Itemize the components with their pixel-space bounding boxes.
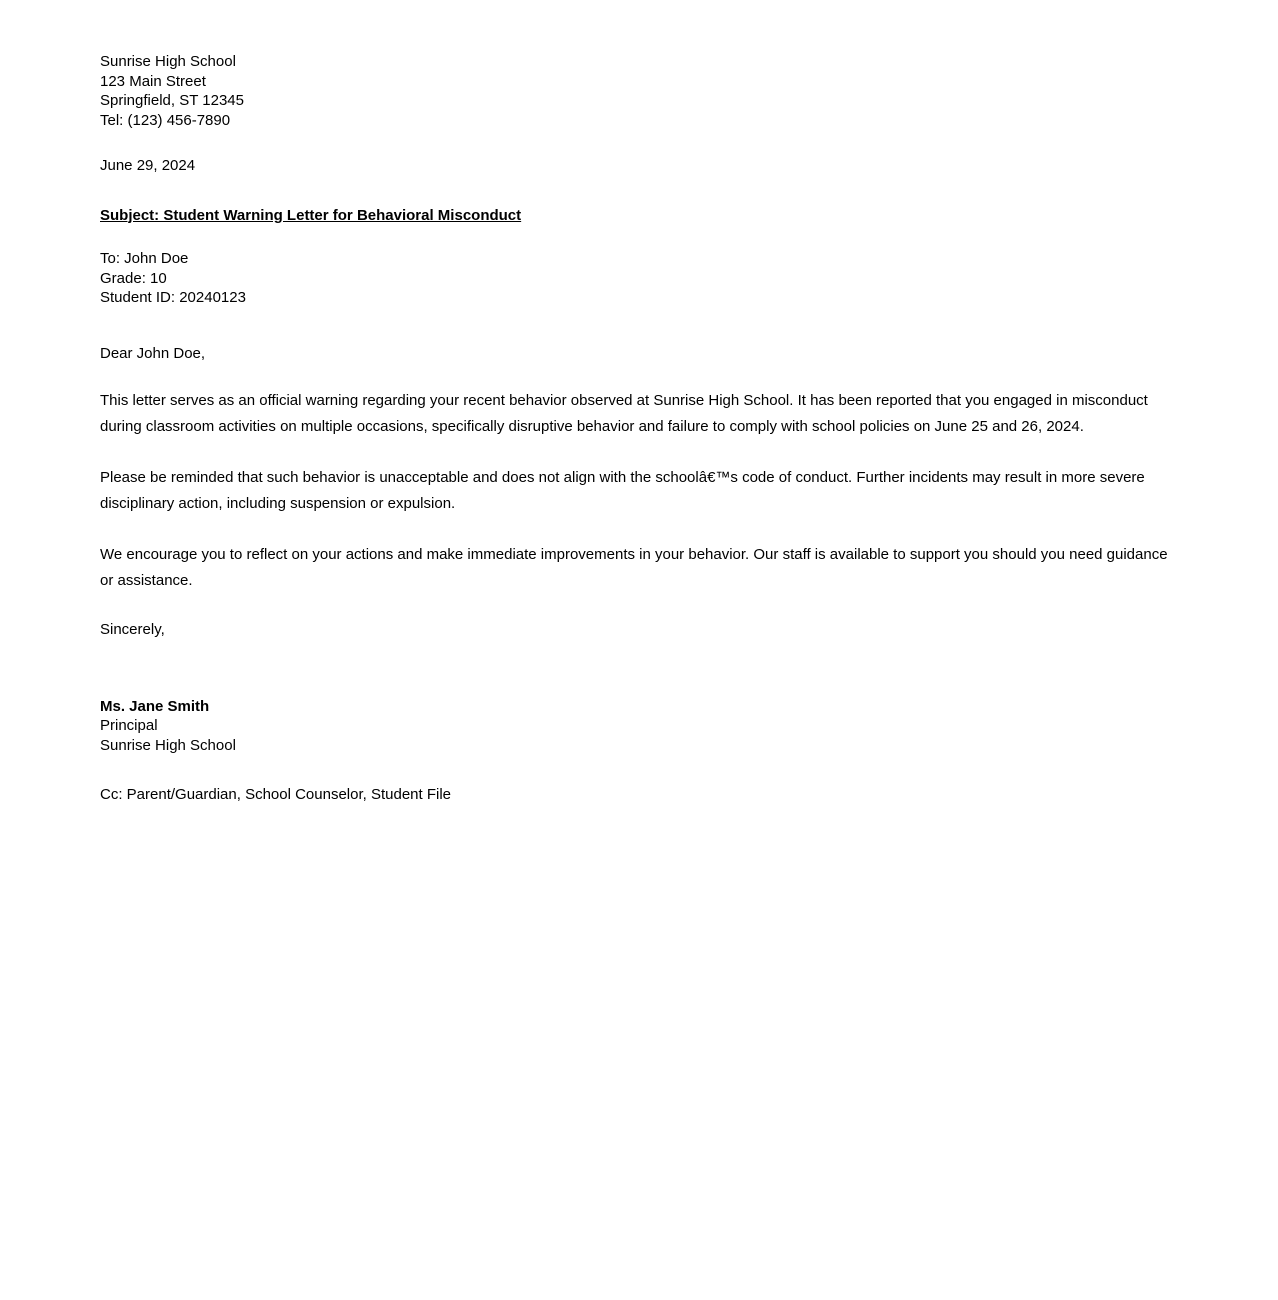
recipient-block (100, 249, 1168, 308)
letterhead-organization: Sunrise High School (100, 53, 236, 70)
cc-line: Cc: Parent/Guardian, School Counselor, Student File (100, 786, 452, 803)
salutation: Dear John Doe, (100, 344, 206, 362)
subject-line: Subject: Student Warning Letter for Behavioral Misconduct (100, 206, 522, 224)
letterhead (100, 52, 1168, 130)
letter-date: June 29, 2024 (100, 157, 196, 174)
recipient-student-id: Student ID: 20240123 (100, 289, 246, 306)
signature-block (100, 697, 1168, 756)
recipient-grade: Grade: 10 (100, 269, 167, 287)
body-paragraph-3: We encourage you to reflect on your actions and make immediate improvements in your behavior. Our staff is available to support you should you need guidance or assistance. (100, 546, 1168, 589)
signature-space (100, 640, 1168, 697)
closing-salutation: Sincerely, (100, 621, 165, 638)
recipient-to: To: John Doe (100, 250, 189, 267)
signer-organization: Sunrise High School (100, 736, 236, 754)
letterhead-city-state-zip: Springfield, ST 12345 (100, 92, 244, 109)
letter-body (100, 52, 1168, 805)
letterhead-street: 123 Main Street (100, 72, 206, 90)
signer-name: Ms. Jane Smith (100, 697, 210, 715)
body-paragraph-2: Please be reminded that such behavior is unacceptable and does not align with the schoolâ€™s code of conduct. Further incidents may result in more severe disciplinary action, including suspension or expulsion. (100, 469, 1145, 512)
subject-line-wrapper (100, 176, 1168, 226)
body-paragraph-1: This letter serves as an official warning regarding your recent behavior observed at Sunrise High School. It has been reported that you engaged in misconduct during classroom activities on multiple occasions, specifically disruptive behavior and failure to comply with school policies on June 25 and 26, 2024. (100, 392, 1148, 435)
letterhead-telephone: Tel: (123) 456-7890 (100, 111, 231, 129)
signer-title: Principal (100, 717, 158, 734)
